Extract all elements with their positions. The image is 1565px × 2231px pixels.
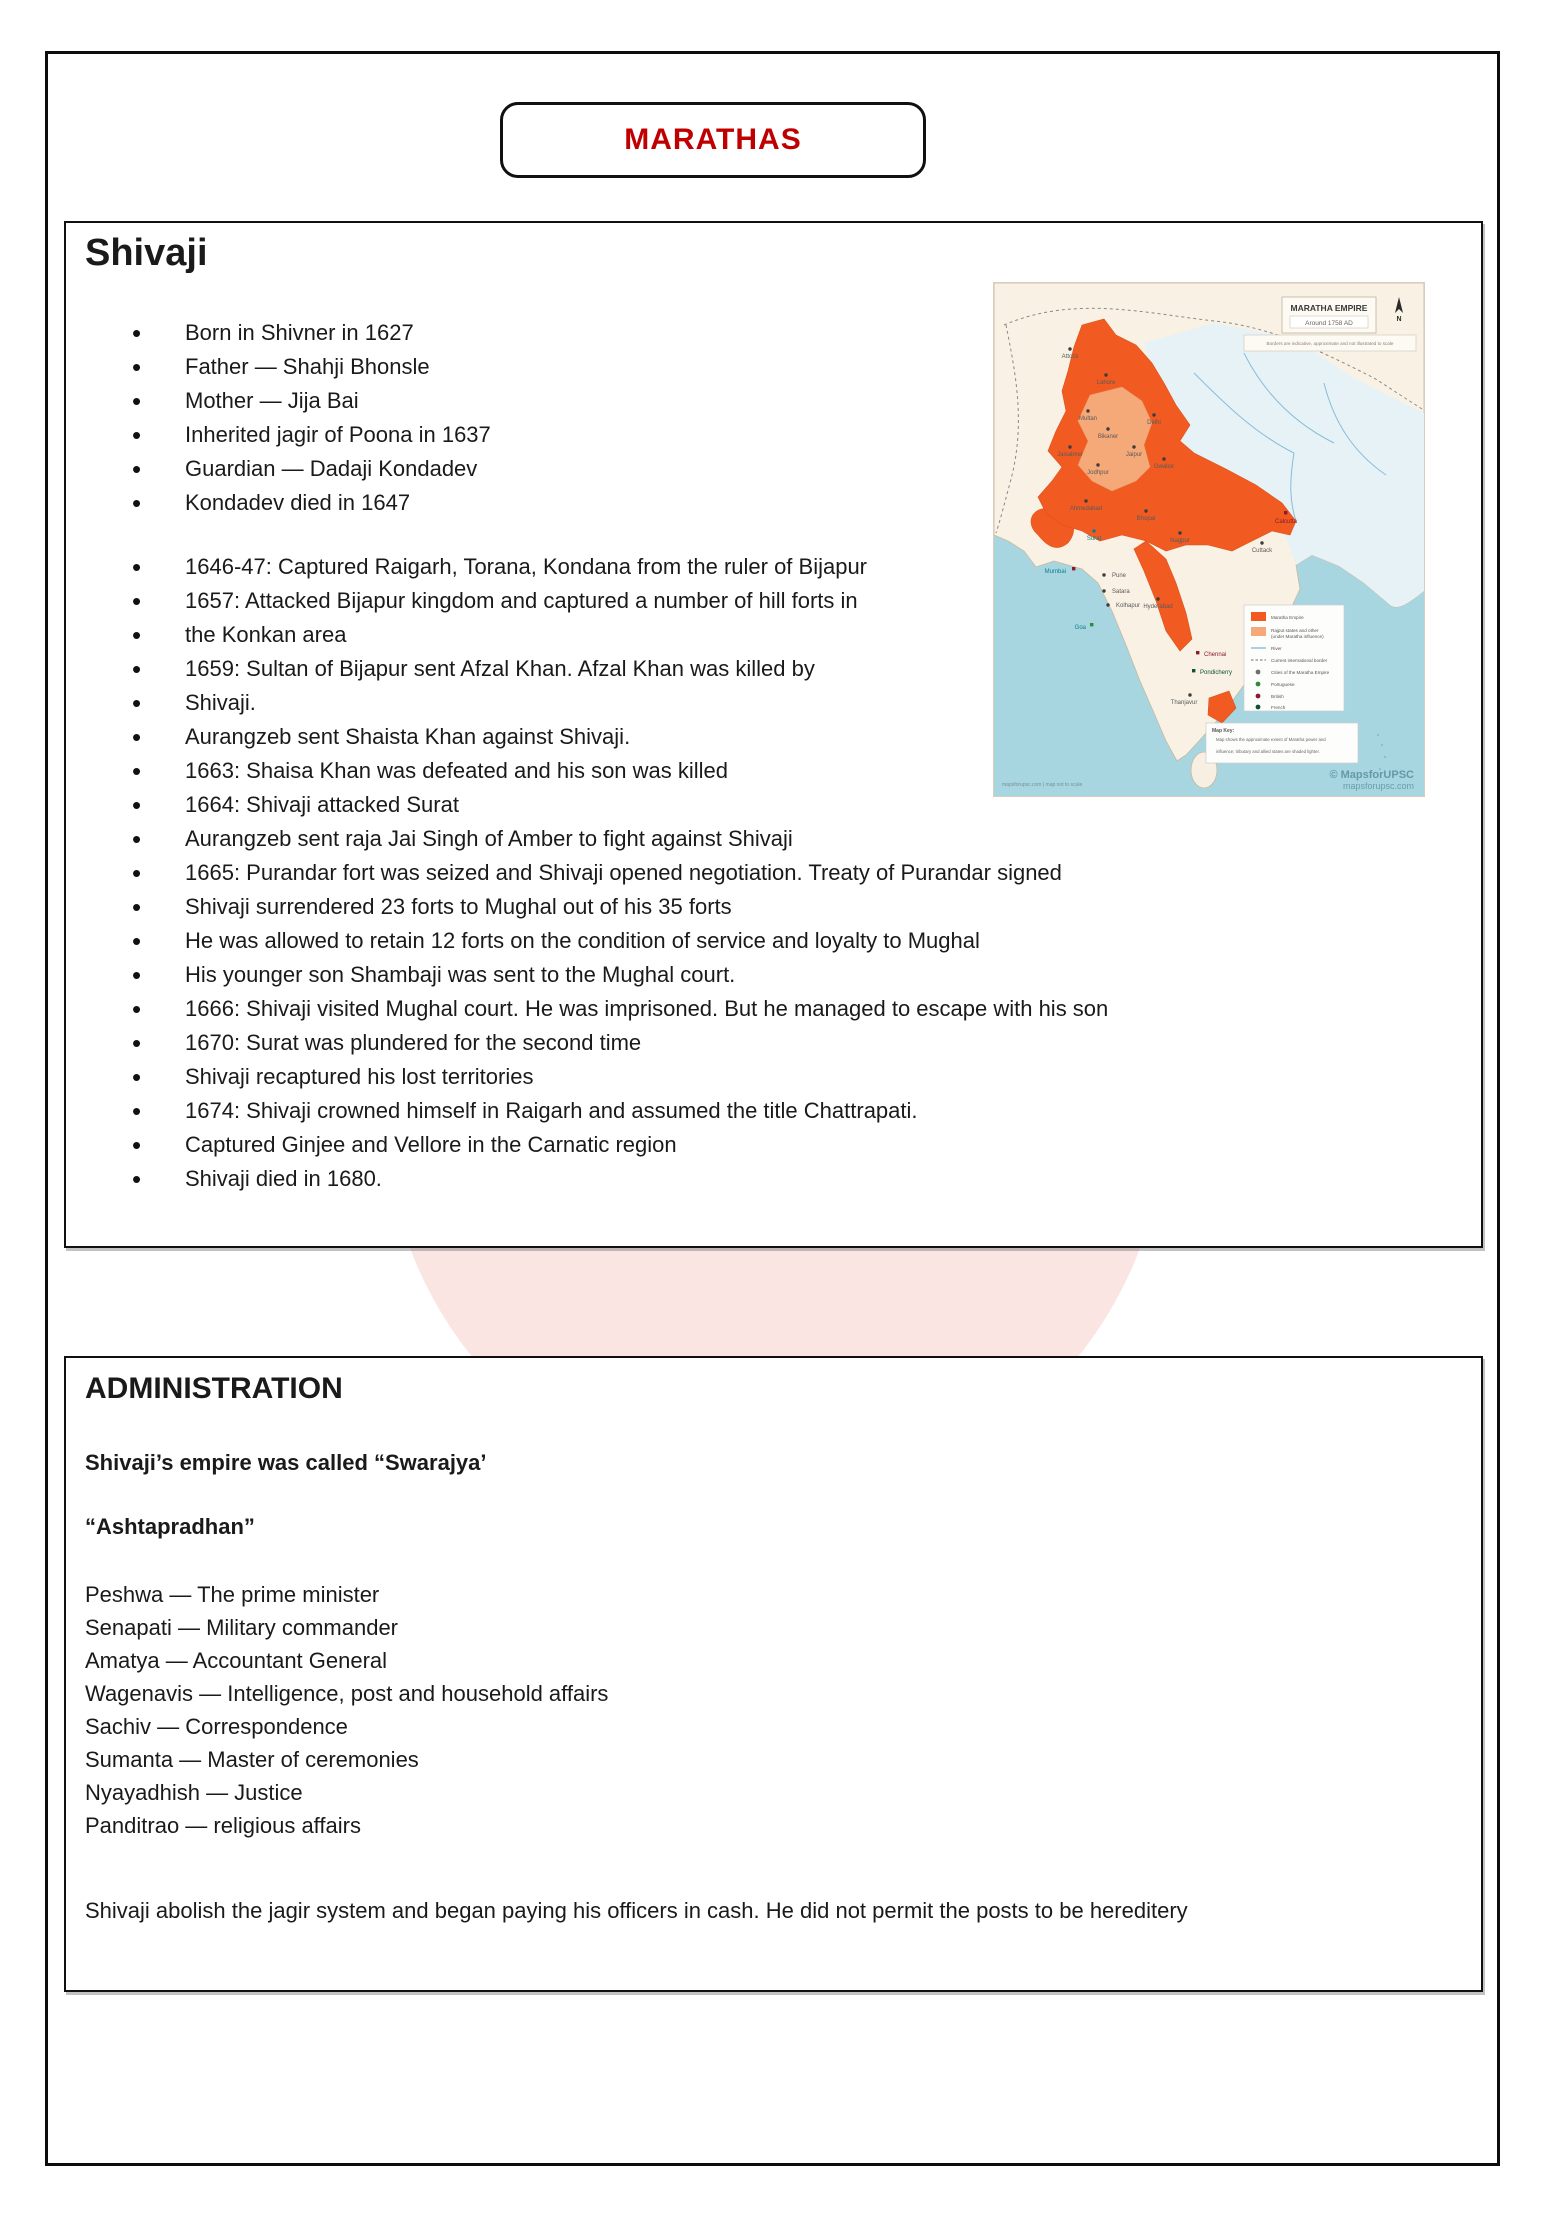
page-title: MARATHAS — [624, 123, 802, 156]
minister-item: Wagenavis — Intelligence, post and household affairs — [85, 1681, 609, 1706]
island-dot — [1384, 756, 1386, 758]
bullet-item: • Aurangzeb sent Shaista Khan against Shivaji. — [130, 720, 1108, 754]
bullet-item: • 1659: Sultan of Bijapur sent Afzal Khan. Afzal Khan was killed by — [130, 652, 1108, 686]
bullet-item: • Father — Shahji Bhonsle — [130, 350, 491, 384]
svg-text:Jaipur: Jaipur — [1125, 452, 1143, 458]
bullet-item: • the Konkan area — [130, 618, 1108, 652]
bullet-item: • 1674: Shivaji crowned himself in Raigarh and assumed the title Chattrapati. — [130, 1094, 1108, 1128]
shivaji-bullet-list-1 — [130, 316, 491, 520]
bullet-item: • Shivaji. — [130, 686, 1108, 720]
bullet-item: • Inherited jagir of Poona in 1637 — [130, 418, 491, 452]
minister-item: Peshwa — The prime minister — [85, 1582, 380, 1607]
svg-text:British: British — [1271, 694, 1284, 699]
svg-text:Cuttack: Cuttack — [1251, 548, 1273, 554]
svg-text:Nagpur: Nagpur — [1170, 538, 1190, 544]
map-title: MARATHA EMPIRE — [1290, 303, 1368, 313]
svg-text:Map Key:: Map Key: — [1212, 728, 1235, 734]
bullet-item: • Shivaji died in 1680. — [130, 1162, 1108, 1196]
island-dot — [1381, 744, 1383, 746]
bullet-item: • Shivaji surrendered 23 forts to Mughal out of his 35 forts — [130, 890, 1108, 924]
svg-text:Map shows the approximate exte: Map shows the approximate extent of Maratha power and — [1216, 737, 1326, 742]
minister-item: Nyayadhish — Justice — [85, 1780, 303, 1805]
map-subtitle: Around 1758 AD — [1305, 320, 1353, 327]
page-title-box — [500, 102, 926, 178]
minister-item: Sumanta — Master of ceremonies — [85, 1747, 419, 1772]
shivaji-heading: Shivaji — [85, 232, 208, 274]
administration-heading: ADMINISTRATION — [85, 1372, 343, 1405]
bullet-item: • 1666: Shivaji visited Mughal court. He was imprisoned. But he managed to escape with his son — [130, 992, 1108, 1026]
svg-text:Ahmedabad: Ahmedabad — [1069, 506, 1103, 512]
svg-text:Attock: Attock — [1061, 354, 1079, 360]
bullet-item: • 1665: Purandar fort was seized and Shivaji opened negotiation. Treaty of Purandar signed — [130, 856, 1108, 890]
bullet-item: • His younger son Shambaji was sent to the Mughal court. — [130, 958, 1108, 992]
svg-text:Maratha Empire: Maratha Empire — [1271, 615, 1304, 620]
svg-text:(under Maratha influence): (under Maratha influence) — [1271, 634, 1324, 639]
ministers-list — [85, 1578, 608, 1842]
svg-text:Current international border: Current international border — [1271, 658, 1328, 663]
svg-text:Jaisalmer: Jaisalmer — [1057, 452, 1083, 458]
svg-text:Bhopal: Bhopal — [1136, 516, 1156, 522]
map-disclaimer: Borders are indicative, approximate and not illustrated to scale — [1266, 341, 1394, 346]
map-footnote: mapsforupsc.com | map not to scale — [1002, 782, 1083, 788]
minister-item: Sachiv — Correspondence — [85, 1714, 348, 1739]
svg-text:Rajput states and other: Rajput states and other — [1271, 628, 1319, 633]
administration-closing-paragraph: Shivaji abolish the jagir system and began paying his officers in cash. He did not permit the posts to be hereditery — [85, 1898, 1188, 1923]
svg-text:Chennai: Chennai — [1204, 652, 1227, 658]
maratha-empire-map — [993, 282, 1425, 797]
svg-text:Cities of the Maratha Empire: Cities of the Maratha Empire — [1271, 670, 1330, 675]
bullet-item: • Guardian — Dadaji Kondadev — [130, 452, 491, 486]
bullet-item: • 1657: Attacked Bijapur kingdom and captured a number of hill forts in — [130, 584, 1108, 618]
minister-item: Amatya — Accountant General — [85, 1648, 388, 1673]
bullet-item: • Aurangzeb sent raja Jai Singh of Amber to fight against Shivaji — [130, 822, 1108, 856]
svg-text:Goa: Goa — [1074, 625, 1086, 631]
bullet-item: • 1646-47: Captured Raigarh, Torana, Kondana from the ruler of Bijapur — [130, 550, 1108, 584]
svg-text:Jodhpur: Jodhpur — [1087, 470, 1109, 476]
map-watermark-url: mapsforupsc.com — [1342, 781, 1414, 791]
svg-text:Pondicherry: Pondicherry — [1200, 670, 1233, 676]
map-watermark: © MapsforUPSC — [1329, 769, 1414, 781]
bullet-item: • He was allowed to retain 12 forts on the condition of service and loyalty to Mughal — [130, 924, 1108, 958]
svg-text:Kolhapur: Kolhapur — [1116, 603, 1141, 609]
svg-text:Satara: Satara — [1112, 589, 1130, 595]
svg-text:N: N — [1396, 316, 1402, 323]
bullet-item: • Born in Shivner in 1627 — [130, 316, 491, 350]
svg-text:Lahore: Lahore — [1096, 380, 1116, 386]
svg-text:Bikaner: Bikaner — [1097, 434, 1119, 440]
svg-text:Thanjavur: Thanjavur — [1170, 700, 1198, 706]
svg-text:Surat: Surat — [1086, 536, 1102, 542]
svg-text:Hyderabad: Hyderabad — [1143, 604, 1173, 610]
island-dot — [1377, 734, 1379, 736]
bullet-item: • Kondadev died in 1647 — [130, 486, 491, 520]
ashtapradhan-line: “Ashtapradhan” — [85, 1514, 255, 1539]
map-legend — [1244, 605, 1344, 711]
minister-item: Senapati — Military commander — [85, 1615, 399, 1640]
bullet-item: • Captured Ginjee and Vellore in the Carnatic region — [130, 1128, 1108, 1162]
svg-text:French: French — [1271, 705, 1286, 710]
svg-text:Delhi: Delhi — [1147, 420, 1161, 426]
bullet-item: • 1663: Shaisa Khan was defeated and his son was killed — [130, 754, 1108, 788]
minister-item: Panditrao — religious affairs — [85, 1813, 361, 1838]
shivaji-bullet-list-2 — [130, 550, 1108, 1196]
bullet-item: • Mother — Jija Bai — [130, 384, 491, 418]
svg-text:Multan: Multan — [1078, 416, 1098, 422]
bullet-item: • 1664: Shivaji attacked Surat — [130, 788, 1108, 822]
svg-text:Pune: Pune — [1112, 573, 1127, 579]
bullet-item: • 1670: Surat was plundered for the second time — [130, 1026, 1108, 1060]
bullet-item: • Shivaji recaptured his lost territories — [130, 1060, 1108, 1094]
svg-text:Mumbai: Mumbai — [1044, 569, 1066, 575]
svg-text:Portuguese: Portuguese — [1271, 682, 1295, 687]
svg-text:Gwalior: Gwalior — [1153, 464, 1175, 470]
svg-text:influence; tributary and allie: influence; tributary and allied states are shaded lighter. — [1216, 749, 1320, 754]
map-key-box — [1206, 723, 1358, 763]
swarajya-line: Shivaji’s empire was called “Swarajya’ — [85, 1450, 487, 1475]
svg-text:River: River — [1271, 646, 1282, 651]
svg-text:Calcutta: Calcutta — [1274, 519, 1298, 525]
